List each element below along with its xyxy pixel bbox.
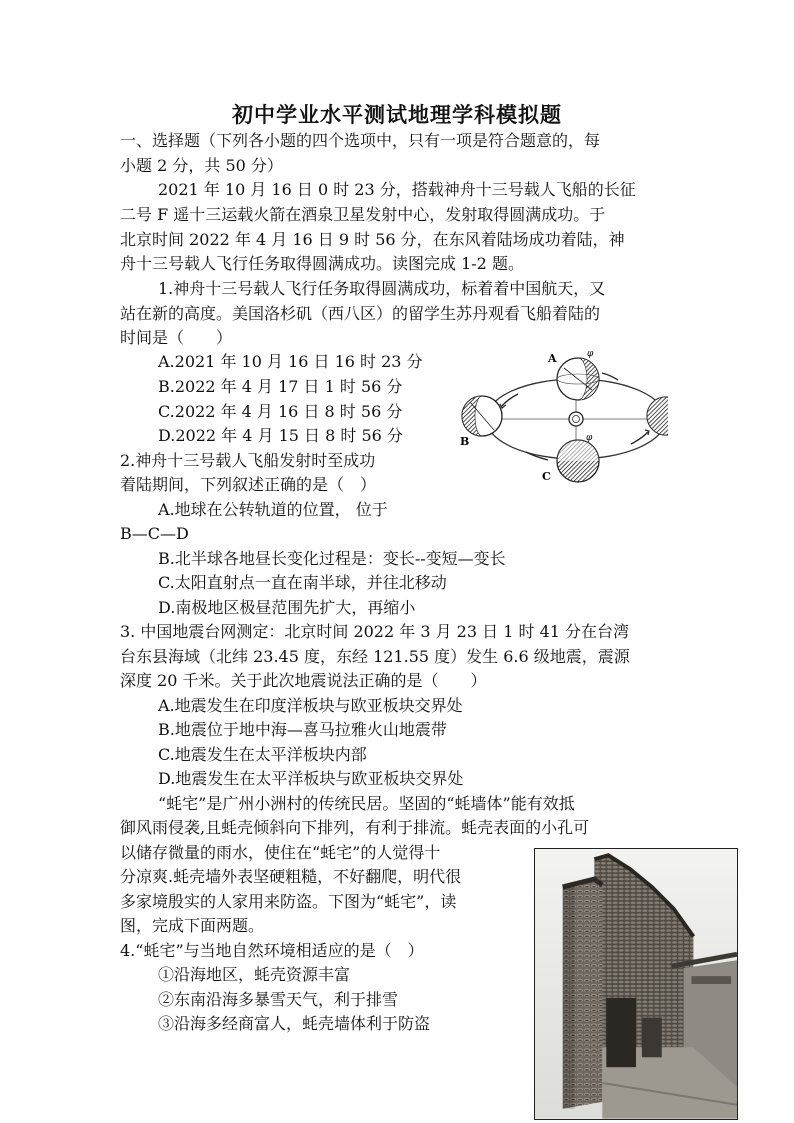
q2-option-a: A.地球在公转轨道的位置， 位于 [158, 500, 388, 519]
label-phi: φ [587, 349, 594, 359]
label-a: A [548, 352, 557, 365]
section-heading-line2: 小题 2 分，共 50 分） [120, 156, 283, 175]
passage2-line: 图，完成下面两题。 [120, 916, 265, 935]
label-b: B [460, 435, 470, 448]
oyster-house-photo [534, 848, 738, 1120]
q3-stem-line: 台东县海域（北纬 23.45 度，东经 121.55 度）发生 6.6 级地震，震源 [120, 647, 630, 666]
q1-stem-line: 站在新的高度。美国洛杉矶（西八区）的留学生苏丹观看飞船着陆的 [120, 304, 601, 323]
q1-stem-line: 1.神舟十三号载人飞行任务取得圆满成功，标着着中国航天，又 [158, 279, 606, 298]
q3-option-c: C.地震发生在太平洋板块内部 [158, 745, 367, 764]
earth-orbit-diagram [456, 344, 668, 494]
q1-option-c: C.2022 年 4 月 16 日 8 时 56 分 [158, 402, 403, 421]
q4-stem: 4.“蚝宅”与当地自然环境相适应的是（ ） [120, 941, 424, 960]
passage1-line: 北京时间 2022 年 4 月 16 日 9 时 56 分，在东风着陆场成功着陆，神 [120, 230, 625, 249]
q3-stem-line: 3. 中国地震台网测定：北京时间 2022 年 3 月 23 日 1 时 41 分在台湾 [120, 622, 630, 641]
q2-option-c: C.太阳直射点一直在南半球，并往北移动 [158, 573, 447, 592]
earth-position-a [557, 358, 599, 400]
q4-option-1: ①沿海地区，蚝壳资源丰富 [158, 965, 351, 984]
q1-option-b: B.2022 年 4 月 17 日 1 时 56 分 [158, 377, 403, 396]
passage1-line: 二号 F 遥十三运载火箭在酒泉卫星发射中心，发射取得圆满成功。于 [120, 205, 606, 224]
section-heading-line1: 一、选择题（下列各小题的四个选项中，只有一项是符合题意的，每 [120, 131, 601, 150]
passage2-line: 分凉爽.蚝壳墙外表坚硬粗糙，不好翻爬，明代很 [120, 867, 462, 886]
q2-option-d: D.南极地区极昼范围先扩大，再缩小 [158, 598, 416, 617]
earth-position-d [647, 397, 668, 435]
q4-option-3: ③沿海多经商富人，蚝壳墙体利于防盗 [158, 1014, 431, 1033]
q3-option-a: A.地震发生在印度洋板块与欧亚板块交界处 [158, 696, 463, 715]
orbit-arrow-icon [602, 373, 618, 380]
passage2-line: 御风雨侵袭,且蚝壳倾斜向下排列，有利于排流。蚝壳表面的小孔可 [120, 818, 590, 837]
q1-option-d: D.2022 年 4 月 15 日 8 时 56 分 [158, 426, 403, 445]
earth-position-b [462, 396, 502, 436]
q3-stem-line: 深度 20 千米。关于此次地震说法正确的是（ ） [120, 671, 487, 690]
q1-stem-line: 时间是（ ） [120, 328, 233, 347]
q2-stem-line: 着陆期间，下列叙述正确的是（ ） [120, 475, 377, 494]
passage1-line: 2021 年 10 月 16 日 0 时 23 分，搭载神舟十三号载人飞船的长征 [158, 180, 636, 199]
orbit-arrow-icon [502, 394, 518, 406]
page-title: 初中学业水平测试地理学科模拟题 [232, 102, 562, 127]
q2-option-a-cont: B—C—D [120, 524, 189, 543]
passage2-line: 多家境殷实的人家用来防盗。下图为“蚝宅”，读 [120, 892, 457, 911]
label-c: C [542, 470, 551, 483]
orbit-arrow-icon [631, 432, 648, 444]
label-phi: φ [586, 433, 593, 443]
passage2-line: “蚝宅”是广州小洲村的传统民居。坚固的“蚝墙体”能有效抵 [158, 794, 575, 813]
passage1-line: 舟十三号载人飞行任务取得圆满成功。读图完成 1-2 题。 [120, 254, 524, 273]
earth-position-c [557, 440, 599, 482]
q2-stem-line: 2.神舟十三号载人飞船发射时至成功 [120, 451, 376, 470]
sun-icon [569, 412, 583, 426]
q4-option-2: ②东南沿海多暴雪天气，利于排雪 [158, 990, 399, 1009]
passage2-line: 以储存微量的雨水，使住在“蚝宅”的人觉得十 [120, 843, 441, 862]
q2-option-b: B.北半球各地昼长变化过程是：变长--变短—变长 [158, 549, 506, 568]
q1-option-a: A.2021 年 10 月 16 日 16 时 23 分 [158, 352, 423, 371]
q3-option-d: D.地震发生在太平洋板块与欧亚板块交界处 [158, 769, 464, 788]
q3-option-b: B.地震位于地中海—喜马拉雅火山地震带 [158, 720, 447, 739]
